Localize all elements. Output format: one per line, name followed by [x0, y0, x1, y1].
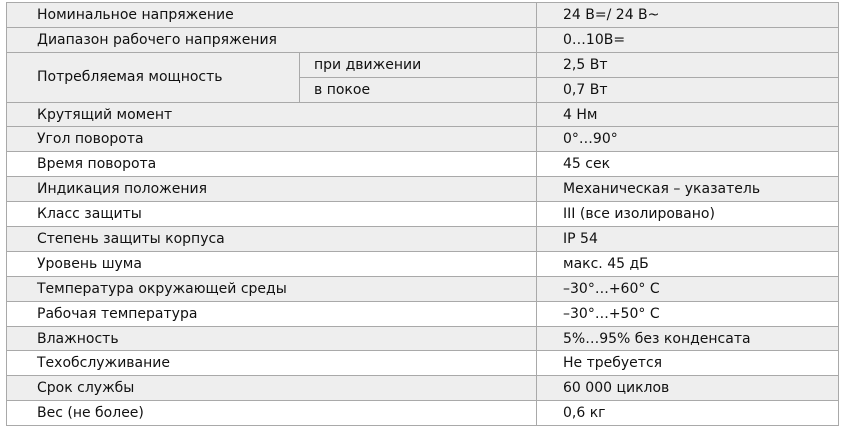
- table-row: [7, 102, 839, 127]
- table-row: [7, 251, 839, 276]
- table-row: [7, 401, 839, 426]
- table-row: [7, 301, 839, 326]
- sub-param-label: при движении: [300, 52, 537, 77]
- param-label: Время поворота: [7, 152, 537, 177]
- param-label: Уровень шума: [7, 251, 537, 276]
- table-row: [7, 326, 839, 351]
- param-value: 24 В=/ 24 В~: [537, 3, 839, 28]
- param-label: Техобслуживание: [7, 351, 537, 376]
- param-value: макс. 45 дБ: [537, 251, 839, 276]
- param-value: 0,6 кг: [537, 401, 839, 426]
- table-row: [7, 376, 839, 401]
- param-value: 5%…95% без конденсата: [537, 326, 839, 351]
- table-row: [7, 3, 839, 28]
- table-row: [7, 152, 839, 177]
- table-row: [7, 127, 839, 152]
- table-row: [7, 52, 839, 77]
- param-label: Влажность: [7, 326, 537, 351]
- param-label: Номинальное напряжение: [7, 3, 537, 28]
- param-value: IP 54: [537, 227, 839, 252]
- param-value: Не требуется: [537, 351, 839, 376]
- table-row: [7, 177, 839, 202]
- table-row: [7, 351, 839, 376]
- param-value: 0,7 Вт: [537, 77, 839, 102]
- param-label: Крутящий момент: [7, 102, 537, 127]
- param-label: Класс защиты: [7, 202, 537, 227]
- param-value: 0°…90°: [537, 127, 839, 152]
- param-value: 45 сек: [537, 152, 839, 177]
- param-value: 0…10В=: [537, 27, 839, 52]
- param-label: Срок службы: [7, 376, 537, 401]
- param-value: III (все изолировано): [537, 202, 839, 227]
- sub-param-label: в покое: [300, 77, 537, 102]
- param-label: Индикация положения: [7, 177, 537, 202]
- param-label: Потребляемая мощность: [7, 52, 300, 102]
- param-label: Угол поворота: [7, 127, 537, 152]
- param-label: Диапазон рабочего напряжения: [7, 27, 537, 52]
- specifications-table: [6, 2, 839, 426]
- table-row: [7, 27, 839, 52]
- param-value: Механическая – указатель: [537, 177, 839, 202]
- param-value: 2,5 Вт: [537, 52, 839, 77]
- param-value: 60 000 циклов: [537, 376, 839, 401]
- param-label: Вес (не более): [7, 401, 537, 426]
- table-row: [7, 227, 839, 252]
- param-label: Температура окружающей среды: [7, 276, 537, 301]
- param-value: –30°…+50° C: [537, 301, 839, 326]
- param-label: Степень защиты корпуса: [7, 227, 537, 252]
- table-row: [7, 276, 839, 301]
- table-row: [7, 202, 839, 227]
- param-value: –30°…+60° C: [537, 276, 839, 301]
- param-value: 4 Нм: [537, 102, 839, 127]
- param-label: Рабочая температура: [7, 301, 537, 326]
